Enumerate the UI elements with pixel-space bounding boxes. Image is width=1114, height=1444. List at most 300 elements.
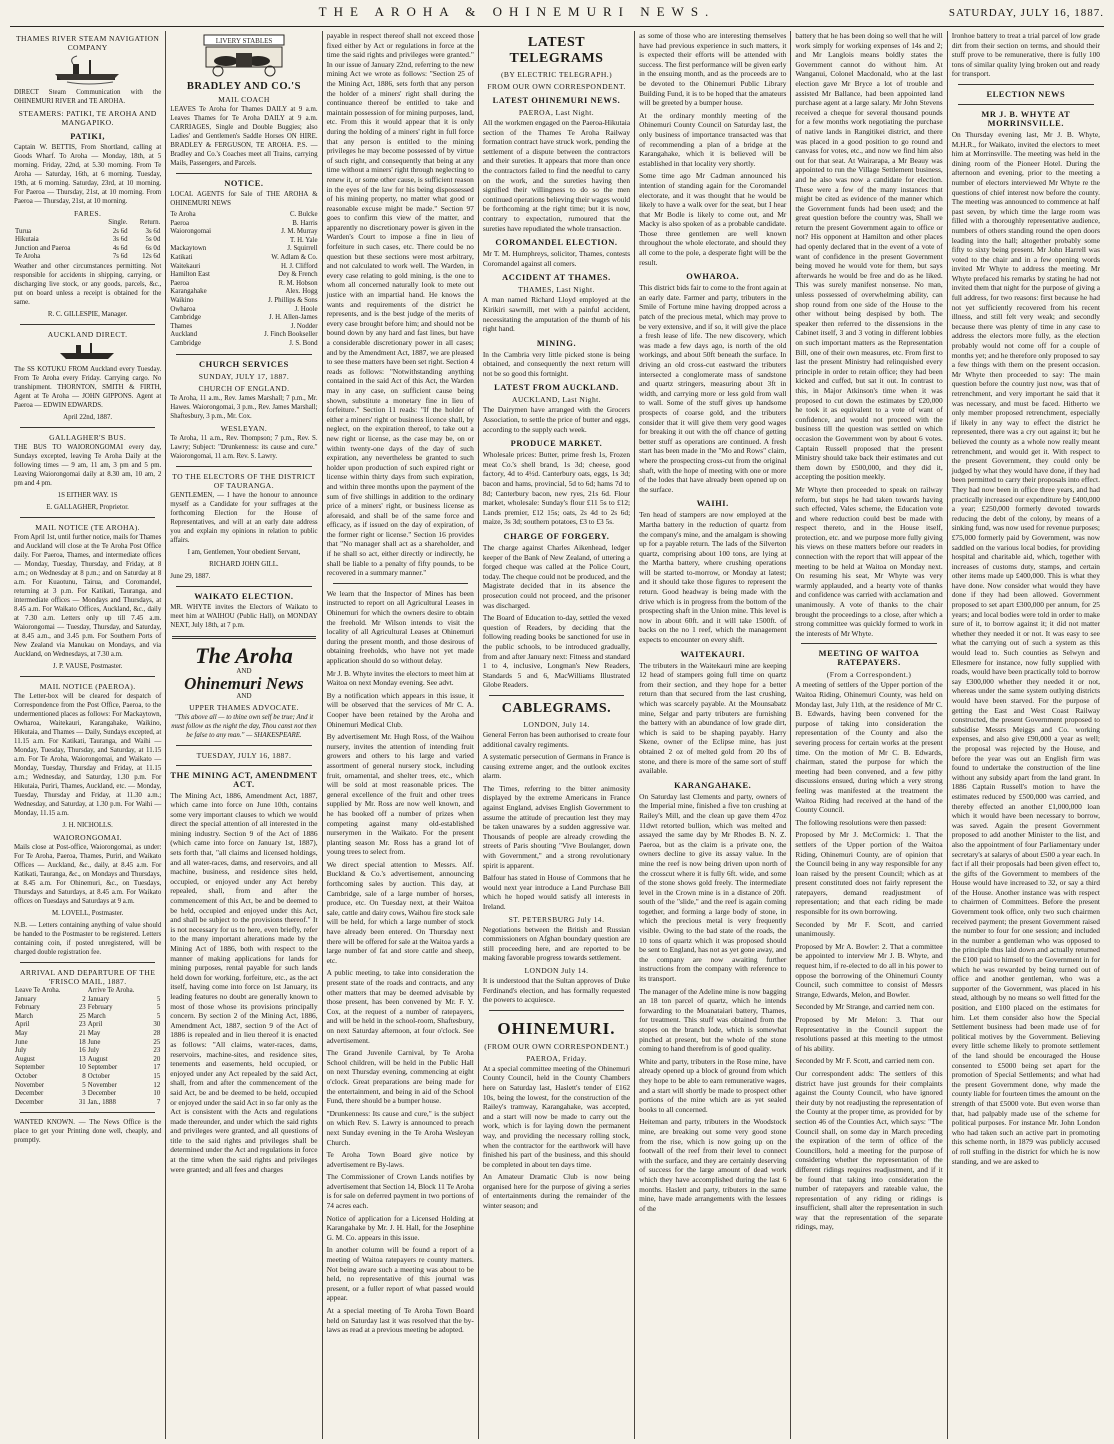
table-row [14, 1004, 161, 1013]
table-cell: Junction and Paeroa [15, 244, 71, 252]
list-item [170, 314, 317, 323]
local-item: Notice of application for a Licensed Holding at Karangahake by Mr. J. H. Hall, for the Josephine G. M. Co. appears in this issue. [326, 1213, 474, 1242]
table-cell: 12 [153, 1081, 161, 1089]
divider [176, 765, 311, 766]
table-cell: 7 [156, 1098, 161, 1106]
table-cell: Paeroa [170, 279, 190, 287]
church-heading: CHURCH SERVICES [198, 359, 289, 369]
table-cell: Te Aroha [15, 253, 41, 261]
table-cell: Paeroa [170, 219, 190, 227]
table-row [14, 236, 161, 245]
table-cell: Return. [139, 219, 161, 226]
agents-list [170, 211, 317, 349]
waitoa-body-4: Seconded by Mr F. Scott, and carried unanimously. [795, 919, 943, 939]
paper-name-ohinemuri: Ohinemuri News [184, 673, 304, 693]
table-cell: 10 [153, 1090, 161, 1098]
bradley-body: LEAVES Te Aroha for Thames DAILY at 9 a.m. Leaves Thames for Te Aroha DAILY at 9 a.m. CARRIAGES, Single and Double Buggies; also Ladies' and Gentlemen's Saddle Horses ON HIRE. BRADLEY & FERGUSON, TE AROHA. P.S. — Bradley and Co.'s Coaches meet all Trains, carrying Mails, Passengers, and Parcels. [170, 106, 318, 167]
bus-heading: GALLAGHER'S BUS. [49, 432, 127, 442]
divider [176, 173, 311, 174]
column-3 [323, 31, 479, 1439]
divider [333, 583, 468, 584]
column-2 [166, 31, 322, 1439]
table-cell: 25 [78, 1012, 86, 1020]
table-cell: C. Bulcke [290, 211, 318, 218]
fares-note: Weather and other circumstances permitting. Not responsible for accidents in shipping, carrying, or discharging live stock, or any goods, parcels, &c., put on board unless a receipt is obtained for the same. [14, 262, 162, 306]
divider [20, 324, 155, 325]
karangahake-body: On Saturday last Clements and party, owners of the Imperial mine, finished a five ton crushing at Railey's Mill, and the clean up gave them 47oz 11dwt retorted bullion, which was melted and assayed the same day by Mr Rhodes B. N. Z. Paeroa, but as the claim is a private one, the owners decline to give its assay value. In the mine the reef is now being driven upon north of the crosscut where it is fully 6ft. wide, and some of the stone shows gold freely. The intermediate level in the Crown mine is in a distance of 20ft. south of the "slide," and the reef is again coming together, and forming a large body of stone, in which the precious metal is very frequently visible. Owing to the bad state of the roads, the 10 tons of quartz which it was proposed should be sent to England, has not as yet gone away, and the company are now awaiting further instructions from the company with reference to its transport. [639, 791, 787, 984]
divider [958, 104, 1094, 105]
table-cell: Te Aroha [170, 211, 196, 218]
waitoa-body-5: Proposed by Mr A. Bowler: 2. That a committee be appointed to interview Mr J. B. Whyte, and request him, if re-elected to do all in his power to oppose the borrowing of the Ohinemuri County Council, such committee to consist of Messrs Strange, Edwards, Melon, and Bowler. [795, 941, 943, 999]
column-6 [791, 31, 947, 1439]
table-row [14, 1047, 161, 1056]
cable-item: Balfour has stated in House of Commons that he would next year introduce a Land Purchase Bill which he hoped would satisfy all interests in Ireland. [482, 873, 631, 911]
mail-aroha-sign: J. P. VAUSE, Postmaster. [52, 662, 123, 670]
waiorongomai-heading: WAIORONGOMAI. [53, 832, 122, 842]
education-body: The Board of Education to-day, settled the vexed question of Readers, by deciding that the following reading books be sanctioned for use in the public schools, to be introduced gradually, from and after January next: Fitness and standard 1 to 4, inclusive, Longman's New Readers, Standards 5 and 6, MacWilliams Illustrated Globe Readers. [482, 613, 631, 690]
local-item: The Commissioner of Crown Lands notifies by advertisement that Section 14, Block 11 Te Aroha is for sale on deferred payment in two portions of 74 acres each. [326, 1172, 474, 1211]
table-cell: September [87, 1064, 118, 1072]
dateline: THAMES, Last Night. [518, 285, 595, 295]
divider [20, 1112, 155, 1113]
column-5 [635, 31, 791, 1439]
table-row [14, 1099, 161, 1108]
table-cell: 5 [156, 1004, 161, 1012]
ohinemuri-continued: as some of those who are interesting themselves have had previous experience in such matters, it is expected their efforts will be attended with success. The first performance will be given early in the ensuing month, and as the proceeds are to be devoted to the Ohinemuri Public Library Building Fund, it is to be hoped that the amateurs will be greeted by a bumper house. [639, 31, 787, 108]
table-cell: July [87, 1047, 100, 1055]
table-cell: 31 [78, 1098, 86, 1106]
nb-body: N.B. — Letters containing anything of value should be handed to the Postmaster to be registered. Letters containing coin, if posted unregistered, will be charged double registration fee. [14, 921, 162, 956]
list-item [170, 280, 317, 289]
owharoa-heading: OWHAROA. [686, 272, 740, 282]
table-cell: 20 [153, 1055, 161, 1063]
table-cell: October [15, 1072, 38, 1080]
table-cell: W. Adlam & Co. [271, 253, 318, 261]
table-cell: 3s 6d [112, 236, 128, 244]
table-cell: J. Phillips & Sons [268, 296, 318, 304]
table-cell: J. M. Murray [281, 228, 318, 236]
table-cell: May [15, 1029, 28, 1037]
table-cell: 28 [153, 1029, 161, 1037]
table-cell: Mackaytown [170, 245, 207, 253]
table-cell: 5 [82, 1081, 86, 1089]
table-cell: Hamilton East [170, 271, 210, 279]
telegrams-sub-2: FROM OUR OWN CORRESPONDENT. [487, 82, 626, 91]
dateline: PAEROA, Last Night. [518, 108, 595, 117]
dateline: LONDON, July 14. [523, 719, 590, 729]
dateline: ST. PETERSBURG July 14. [508, 914, 605, 924]
paper-motto: "This above all — to thine own self be true; And it must follow as the night the day, Thou canst not then be false to any man." — SHAKESPEARE. [171, 713, 317, 739]
mining-act-body: The Mining Act, 1886, Amendment Act, 1887, which came into force on June 10th, contains some very important clauses to which we would direct the special attention of all interested in the mining industry. Section 9 of the Act of 1886 (which came into force on January 1st, 1887), sets forth that, "all claims and licensed holdings, and all water-races, dams, and reservoirs, and all machine, business, and residence sites held, occupied, or enjoyed under any Act hereby repealed, shall, from and after the commencement of this Act, be and be deemed to be held, occupied and enjoyed under this Act, and shall be subject to the provisions thereof." It is not necessary for us to here, even briefly, refer to the many important alterations made by the Mining Act of 1886, both with respect to the manner of making applications for lands for mining purposes, rental payable for such lands held down for working, forfeiture, etc., as the act itself, having come into force on 1st January, its leading features no doubt are generally known to most of those whose its provisions principally concern. By section 2 of the Mining Act, 1886, Amendment Act, 1887, section 9 of the Act of 1886 is repealed and in lieu thereof it is enacted as follows: "All claims, water-races, dams, reservoirs, machine-sites, and residence sites, tenements and easements, held occupied, or enjoyed under any Act repealed by the said Act, shall, from and after the commencement of the said Act, be and be deemed to be held, occupied or enjoyed under the said Act in so far only as the Act is consistent with the Acts and regulations made thereunder, and under which the said rights and privileges were granted, and all questions of title to the said rights and privileges shall be determined under the Act and regulations in force at the time when the said rights and privileges were granted; and all fees and charges [170, 790, 318, 1174]
table-row [14, 1030, 161, 1039]
auckland-heading: LATEST FROM AUCKLAND. [494, 383, 619, 393]
table-cell: November [15, 1081, 45, 1089]
forgery-heading: CHARGE OF FORGERY. [503, 532, 610, 541]
table-row [14, 996, 161, 1005]
local-item: By a notification which appears in this issue, it will be observed that the services of Mr C. A. Cooper have been retained by the Aroha and Ohinemuri Medical Club. [326, 690, 474, 729]
local-item: By advertisement Mr. Hugh Ross, of the Waihou nursery, invites the attention of intending fruit growers and others to his large and varied assortment of general nursery stock, including fruit, ornamental, and shelter trees, etc., which will be sold at most reasonable prices. The general excellence of the fruit and other trees supplied by Mr. Ross are now well known, and he has booked off a number of prizes when competing against many old-established nurserymen in the Waikato. For the present planting season Mr. Ross has a grand lot of young trees to select from. [326, 732, 474, 857]
table-row [14, 1021, 161, 1030]
mail-aroha-heading: MAIL NOTICE (TE AROHA). [35, 522, 140, 532]
election-news-heading: ELECTION NEWS [986, 89, 1066, 99]
table-row [14, 1090, 161, 1099]
table-cell: August [87, 1055, 108, 1063]
list-item [170, 306, 317, 315]
local-item: We learn that the Inspector of Mines has been instructed to report on all Agricultural Leases in Ohinemuri for which the owners desire to obtain the freehold. Mr Wilson intends to visit the locality of all Agricultural Leases at Ohinemuri during the present month, and those desirous of obtaining freeholds, who have not yet made application should do so without delay. [326, 588, 474, 665]
table-cell: Single. [108, 219, 128, 226]
table-cell: December [15, 1090, 44, 1098]
svg-text:LIVERY STABLES: LIVERY STABLES [215, 37, 273, 45]
table-cell: 25 [153, 1038, 161, 1046]
electors-heading: TO THE ELECTORS OF THE DISTRICT OF TAURANGA. [172, 471, 316, 490]
steam-nav-body: DIRECT Steam Communication with the OHINEMURI RIVER and TE AROHA. [14, 89, 162, 105]
steamers-heading: STEAMERS: PATIKI, TE AROHA AND MANGAPIKO. [18, 109, 157, 127]
table-row [14, 1039, 161, 1048]
column-1 [10, 31, 166, 1439]
page-masthead [10, 4, 1104, 27]
table-cell: R. M. Hobson [278, 279, 318, 287]
ohinemuri-body-2: An Amateur Dramatic Club is now being organised here for the purpose of giving a series of entertainments during the remainder of the winter season; and [482, 1172, 631, 1211]
produce-body: Wholesale prices: Butter, prime fresh 1s, Frozen meat Co.'s shell brand, 1s 3d; cheese, good factory, 4d to 4½d. Canterbury oats, eggs, 1s 3d; bacon and hams, provincial, 5d to 6d; hams 7d to 8d; Canterbury bacon, new ryes, 21s 6d. Flour market, wholesale: Sunday's flour £11 5s to £12; Lands premier, £12 15s; oats, 2s 4d to 2s 6d; maize, 3s 3d; southern potatoes, £3 to £3 5s. [482, 450, 631, 527]
coromandel-heading: COROMANDEL ELECTION. [495, 238, 618, 248]
cable-item: It is understood that the Sultan approves of Duke Ferdinand's election, and has formally requested the powers to acquiesce. [482, 975, 631, 1005]
ohinemuri-body: At a special committee meeting of the Ohinemuri County Council, held in the County Chambers here on Saturday last, Haslett's tender of £162 10s, being the lowest, for the construction of the Railey's tramway, Karangahake, was accepted, and a start will now be made to carry out the work, which is for laying down the permanent way, and providing the necessary rolling stock, when the contractor for the earthwork will have finished his part of the business, and this should be completed in about ten days time. [482, 1063, 631, 1169]
table-cell: 23 [78, 1004, 86, 1012]
karangahake-body-4: Heiteman and party, tributers in the Woodstock mine, are breaking out some very good stone from the rise, which is now going up on the footwall of the reef from their level to connect with the surface, and they are certainly deserving of success for the large amount of dead work which they have accomplished during the last 6 months. Haslett and party, tributers in the same mine, have made arrangements with the lessees of the [639, 1117, 787, 1213]
table-cell: Auckland [170, 331, 198, 339]
table-cell: 6s 0d [145, 244, 161, 252]
whyte-speech-continued: battery that he has been doing so well that he will work simply for working expenses of 14s and 2; and Mr Langlois means boldly states the Government cannot do without him. At Wanganui, Colonel Macdonald, who at the last election gave Mr Bryce a lot of trouble and assisted Mr Ballance, had been appointed land purchase agent at a large salary. Mr John Stevens received a cheque for several thousand pounds for a few months work negotiating the purchase of native lands in Rangitikei district, and there was placed in a good position to go round and canvass for votes, etc., and now we find him also out for that seat. At Wairarapa, a Mr Beauy was appointed to run the Village Settlement business, and he also was now a candidate for election. These were a few of the many instances that might be cited as evidence of the manner which the Government funds had been used; and the great question before the country was, Shall we return the present Government again to office or not? His opponent at Hamilton and other places had openly declared that in the event of a vote of want of confidence in the present Government being moved he would vote for them, but says afterwards he would be free and do as he liked. This was surely manifest nonsense. No man, unless possessed of overwhelming ability, can shop round from one side of the House to the other without being despised by both. The speaker then referred to the dissensions in the Cabinet itself, 3 and 3 voting in different lobbies on such important matters as the Representation Bill, one of their own measures, etc. From first to last the present Ministry had relinquished every principle in order to retain office; they had been kicked and cuffed, but sat it out. In contrast to this, in Major Atkinson's time when it was proposed to cut down the estimates by £20,000 he took it as equivalent to a vote of want of confidence, and would not proceed with the business till the question was settled on which occasion the Government won by about 6 votes. Captain Russell proposed that the present Ministry should take back their estimates and cut them down by £500,000, and they did it, accepting the position meekly. [795, 31, 943, 482]
waitoa-meeting-heading: MEETING OF WAITOA RATEPAYERS. [818, 649, 920, 668]
steam-nav-heading: THAMES RIVER STEAM NAVIGATION COMPANY [15, 34, 160, 52]
table-cell: February [15, 1004, 40, 1012]
table-cell: April [87, 1021, 103, 1029]
cablegrams-heading: CABLEGRAMS. [501, 700, 612, 716]
frisco-header-row [14, 987, 161, 996]
waitekauri-body: The tributers in the Waitekauri mine are keeping 12 head of stampers going full time on quartz from their section, and they hope for a better return than that secured from the last crushing, which was scarcely payable. At the Mounsabatz mine, Selgar and party tributers are furnishing the battery with an abundance of low grade dirt, which is said to be shaping payably. Harry Skene, owner of the Eclipse mine, has just obtained 2 oz of melted gold from 20 lbs of stone, and there is more of the same sort of stuff available. [639, 660, 787, 776]
divider [172, 636, 315, 639]
table-cell: January [87, 995, 110, 1003]
list-item [170, 323, 317, 332]
table-cell: 3 [82, 1090, 86, 1098]
wesleyan-body: Te Aroha, 11 a.m., Rev. Thompson; 7 p.m., Rev. S. Lawry; Subject: "Drunkenness: its cause and cure." Waiorongomai, 11 a.m. Rev. S. Lawry. [170, 434, 318, 460]
mining-body: In the Cambria very little picked stone is being obtained, and consequently the next return will not be so good this fortnight. [482, 349, 631, 378]
waitoa-body-6: Seconded by Mr Strange, and carried nem con. [795, 1002, 935, 1012]
table-cell: Turua [15, 227, 32, 235]
table-row [14, 1056, 161, 1065]
divider [958, 84, 1094, 85]
table-cell [170, 237, 290, 246]
table-cell: Dey & French [278, 271, 318, 279]
waikato-election-heading: WAIKATO ELECTION. [194, 591, 294, 601]
local-item: We direct special attention to Messrs. Alf. Buckland & Co.'s advertisement, announcing forthcoming sales by auction. This day, at Cambridge, sale of a large number of horses, produce, etc. On Tuesday next, at their Waitoa sale, cattle and dairy cows, Waihou fire stock sale will be held, for which a large number of stock have already been entered. On Thursday next there will be offered for sale at the Waitoa yards a large number of fat and store cattle and sheep, etc. [326, 859, 474, 965]
auckland-body: The Dairymen have arranged with the Grocers Association, to settle the price of butter and eggs, according to the supply each week. [482, 405, 631, 434]
wanted-known: WANTED KNOWN. — The News Office is the place to get your Printing done well, cheaply, and promptly. [14, 1119, 162, 1145]
kotuku-body: The SS KOTUKU FROM Auckland every Tuesday. From Te Aroha every Friday. Carrying cargo. No transhipment. THORNTON, SMITH & FIRTH, Agent at Te Aroha — JOHN GIPPONS. Agent at Paeroa — EDWIN EDWARDS. [14, 365, 162, 409]
table-cell: 5 [156, 995, 161, 1003]
bus-fare: 1S EITHER WAY. 1S [57, 491, 118, 499]
table-cell: 2s 6d [112, 227, 128, 235]
table-cell: Karangahake [170, 288, 207, 296]
fares-heading: FARES. [73, 209, 102, 218]
kotuku-steamer-illustration [58, 341, 118, 363]
whyte-morrinsville-heading: MR J. B. WHYTE AT MORRINSVILLE. [981, 109, 1071, 128]
list-item [170, 263, 317, 272]
local-item: In another column will be found a report of a meeting of Waitoa ratepayers re county matters. Not being aware such a meeting was about to be held, no representative of this journal was present, or a fuller report of what passed would appear. [326, 1245, 474, 1303]
church-england-heading: CHURCH OF ENGLAND. [198, 383, 290, 393]
editorial-continued: payable in respect thereof shall not exceed those fixed either by Act or regulations in force at the time the said rights and privileges were granted." In our issue of January 22nd, referring to the new mining Act we wrote as follows: "Section 25 of the Mining Act, 1886, sets forth that any person the holder of a miners' right shall during the continuance thereof be entitled to take and maintain possession of for mining purposes, land, etc. From this it would appear that it is only during the holding of a miners' right in full force that any person is entitled to the mining privileges he may become possessed of by virtue of such right, and consequently that being at any time without a miners' right through neglecting to renew it, or some other cause, is sufficient reason in the eyes of the law for his being dispossessed of his mining property, no matter what good or reasonable excuse might be made." Section 97 goes to confirm this view of the matter, and apparently no discretionary power is given in the Warden's Court to impose a fine in lieu of forfeiture in such cases, etc. There could be no question but these sections were most arbitrary, and not calculated to work well. The Warden, in every case relating to gold mining, is the one to whom all concerned naturally look to mete out justice with an impartial hand. He knows the wants and requirements of the district he represents, and is the best judge of the merits of every case brought before him; and should not be bound down by any hard and fast lines, but have a considerable discretionary power in all cases; and by the Amendment Act, 1887, we are pleased to see these matters have been set right. Section 4 reads as follows: "Notwithstanding anything contained in the said Act of this Act, the Warden may in any case, on sufficient cause being shown, substitute a monetary fine in lieu of forfeiture." Section 11 reads: "If the holder of either a miners' right or business licence shall, by neglect, on the expiration thereof, to take out a new right or license, as the case may be, on or within twenty-one days of the day of such expiration, any nevertheless be granted to such holder upon production of such expired right or license within thirty days from such expiration, and within three months upon the payment of the sum of five shillings in addition to the ordinary price of a miners' right, or business license as aforesaid, and shall be of the same force and efficacy, as if issued on the day of expiration, of the former right or license." Section 16 provides that "No manager shall act as a shareholder, and if he shall so act, either directly or indirectly, he shall be liable to a penalty of fifty pounds, to be recovered in a summary manner." [326, 31, 474, 578]
patiki-body: Captain W. BETTIS, From Shortland, calling at Goods Wharf. To Aroha — Monday, 18th, at 5 morning. Friday, 22nd, at 5.30 morning. From Te Aroha — Saturday, 16th, at 6 morning. Tuesday, 19th, at 6 morning. Saturday, 23rd, at 10 morning. For Paeroa — Thursday, 21st, at 10 morning. From Paeroa — Thursday, 21st, at 10 morning. [14, 144, 162, 205]
frisco-table [14, 987, 161, 1107]
table-cell: April [15, 1021, 30, 1029]
table-cell: 10 [78, 1064, 86, 1072]
paper-name-aroha: The Aroha [195, 642, 293, 668]
church-date: SUNDAY, JULY 17, 1887. [198, 371, 290, 381]
steam-manager: R. C. GILLESPIE, Manager. [47, 310, 128, 318]
divider [176, 586, 311, 587]
table-row [14, 1064, 161, 1073]
mail-paeroa-body: The Letter-box will be cleared for despatch of Correspondence from the Post Office, Paeroa, to the undermentioned places as follows: For Mackaytown, Owharoa, Waitekauri, Karangahake, Waikino, Hikutaia, and Thames — Daily, Sundays excepted, at 11.15 a.m. For Katikati, Tauranga, and Waihi — Monday, Tuesday, Thursday, and Saturday, at 11.15 a.m. For Te Aroha, Waiorongomai, and Waikato — Monday, Tuesday, Thursday and Friday, at 11.15 a.m.; Wednesday, and Saturday, 1.30 p.m. For Hikutaia, Puriri, Thames, Auckland, etc. — Monday, Tuesday, Thursday and Friday, at 11.30 a.m.; Wednesday, and Saturday, at 1.30 p.m. For Waihi — Monday, 11.15 a.m. [14, 692, 162, 817]
paper-and-2: AND [236, 691, 252, 700]
bus-body: THE BUS TO WAIORONGOMAI every day, Sundays excepted, leaving Te Aroha Daily at the following times — 9 am, 11 am, 3 pm and 5 pm. Leaving Waiorongomai daily at 8.30 am, 10 am, 2 pm and 4 pm. [14, 443, 162, 487]
table-cell: March [15, 1012, 33, 1020]
coromandel-item: Some time ago Mr Cadman announced his intention of standing again for the Coromandel electorate, and it was thought that he would be likely to have a walk over for the seat, but I hear that Mr Bodle is likely to come out, and Mr Macky is also spoken of as a probable candidate. Those three gentlemen are well known throughout the whole electorate, and should they all come to the pole, a desperate fight will be the result. [639, 171, 787, 267]
table-cell: Jan., 1888 [87, 1098, 116, 1106]
produce-heading: PRODUCE MARKET. [510, 439, 603, 449]
table-cell: July [15, 1047, 27, 1055]
table-cell: 16 [78, 1047, 86, 1055]
local-item: At a special meeting of Te Aroha Town Board held on Saturday last it was resolved that the by-laws as read at a previous meeting be adopted. [326, 1306, 474, 1335]
divider [489, 1010, 624, 1011]
table-cell: 23 [78, 1021, 86, 1029]
church-england-body: Te Aroha, 11 a.m., Rev. James Marshall; 7 p.m., Mr. Hawes. Waiorongomai, 3 p.m., Rev. James Marshall; Shaftesbury, 3 p.m., Mr. Cox. [170, 394, 318, 420]
list-item [170, 211, 317, 220]
paper-subtitle: UPPER THAMES ADVOCATE. [189, 702, 299, 712]
list-item [170, 288, 317, 297]
livery-stable-illustration [196, 33, 292, 77]
waitoa-body-9: Our correspondent adds: The settlers of this district have just grounds for their complaints against the County Council, who have ignored their duty by not readjusting the representation of the County at the proper time, as provided for by section 46 of the Counties Act, which says: "The Council shall, on some day in March preceding the expiration of the term of office of the Councillors, hold a meeting for the purpose of considering whether the representation of the different ridings requires readjustment, and if it be found that taking into consideration the number of ratepayers and rateable value, the representation of any riding or ridings is insufficient, shall alter the representation in such way that the representation of the separate ridings, may, [795, 1068, 943, 1232]
paper-and: AND [236, 666, 252, 675]
waiorongomai-sign: M. LOVELL, Postmaster. [51, 909, 124, 917]
coromandel-body: Mr T. M. Humphreys, solicitor, Thames, contests Coromandel against all comers. [482, 249, 631, 268]
list-item [170, 271, 317, 280]
cable-item: A systematic persecution of Germans in France is causing extreme anger, and the outlook excites alarm. [482, 752, 631, 781]
council-item: At the ordinary monthly meeting of the Ohinemuri County Council on Saturday last, the only business of importance transacted was that of recommending a plan of a bridge at the Karangahake, which it is believed will be established in that locality very shortly. [639, 110, 787, 168]
cable-item: Negotiations between the British and Russian commissioners on Afghan boundary question are still proceeding here, and are reported to be making favorable progress towards settlement. [482, 924, 631, 963]
waitoa-meeting-sub: (From a Correspondent.) [826, 670, 912, 680]
editorial-date: TUESDAY, JULY 16, 1887. [196, 750, 292, 760]
local-item: Te Aroha Town Board give notice by advertisement re By-laws. [326, 1150, 474, 1169]
running-title: THE AROHA & OHINEMURI NEWS. [318, 4, 716, 19]
whyte-morrinsville-body: On Thursday evening last, Mr J. B. Whyte, M.H.R., for Waikato, invited the electors to meet him at Morrinsville. The meeting was held in the dining room of the Pioneer Hotel. During the afternoon and evening, prior to the meeting a number of electors interviewed Mr Whyte re the questions of chief interest now before the county. The meeting was announced to commence at half past seven, by which time the large room was filled with a thoroughly representative audience, numbers of others standing round the open doors leading into the hall; altogether probably some fifty to sixty being present. Mr John Harrell was voted to the chair and in a few opening words invited Mr Whyte to address the meeting. Mr Whyte prefaced his remarks by stating he had not invited them that night for the purpose of giving a full address, for two reasons: first because he had not yet sufficiently recovered from his recent illness, and still felt very weak; and secondly because there was plenty of time in any case to address the electors more fully, as the election probably would not come off for a couple of months yet; and he therefore only proposed to say a few things with them on the present occasion. Mr Whyte then proceeded to say: The main question before the country just now, was that of retrenchment, and very important he said that it was necessary, and must be faced. Hitherto we only member proposed retrenchment, especially if likely in any way to effect the district he represented, there was a cry out against it; but he believed the county as a whole now really meant retrenchment, and would get it. With respect to the present Government, they could only be judged by what they would have done, if they had been permitted to carry their proposals into effect. They had now been in office three years, and had practically increased our expenditure by £400,000 a year; £250,000 formerly devoted towards reducing the debt of the colony, by means of a sinking fund, was now used for revenue purposes; £75,000 formerly paid by Government, was now saddled on the various local bodies, for providing hospital and charitable aid, which, together with increases of customs duty, stamps, and certain other items made up £400,000. This is what they have done. Now consider what would they have done if they had been allowed. Government proposed to set apart £300,000 per annum, for 25 years; and local bodies were told in order to make sure of it, to borrow against it; it did not matter whether they needed it or not. It was easy to see what the carrying out of such a system as this would lead to. Such counties as Selwyn and Ellesmere for instance, now fully supplied with roads, would have been practically told to borrow say £300,000 whether they needed it or not, whereas under the same system outlying districts would have been starved. For the purpose of getting the East and West Coast Railway constructed, the present Government proposed to subsidise Messrs Meiggs and Co. working expenses, and also give £90,000 a year as well; the proposal was rejected by the House, and before the year was out an English firm was found to undertake the construction of the line without any subsidy apart from the land grant. In 1886 Captain Russell's motion to have the estimates reduced by £500,000 was carried, and thereby effected an another £1,000,000 loan which it would have been necessary to borrow, was saved. Again the present Government proposed to add another Minister to the list, and also the appointment of four Parliamentary under secretary's at salarys of about £500 a year each. In fact if all their proposals had been given effect to, the gifts of the Government to members of the House would have increased to 32, or say a third of the House. Another instance was with respect to chairmen of Committees. Before the present Government took office, only two such chairmen received payment; the present Government raised the number to four for one session; and included in the number a gentleman who was opposed to the principle thus laid down and actually returned the £100 paid to himself to the Government in for which he was rewarded by being turned out of office and another gentleman, who was a supporter of the Government, was placed in his stead, although by no means so well fitted for the position, and £100 placed on the estimates for him. Let them consider also how the Special Settlement business had been made use of for political motives by the Government. Believing every little scheme likely to promote settlement of the land should be encouraged the House consented to £5000 being set apart for the promotion of Special Settlements; and what had the present Government done, why made the county liable for fourteen times the amount on the strength of that £5000 vote. But even worse than that, had palpably made use of the scheme for political purposes. For instance Mr. John London who had taken such an active part in promoting this scheme north, in 1879 was publicly accused of roll stuffing in the district for which he is now standing, and we are asked to [951, 129, 1100, 1166]
auckland-direct-heading: AUCKLAND DIRECT. [47, 329, 128, 339]
table-cell: 2 [82, 995, 86, 1003]
list-item [170, 220, 317, 229]
table-cell: February [87, 1004, 113, 1012]
issue-date: SATURDAY, JULY 16, 1887. [948, 7, 1104, 19]
dateline: LONDON July 14. [524, 965, 589, 975]
karangahake-continued: Ironhoe battery to treat a trial parcel of low grade dirt from their section on terms, and should their stuff prove to be remunerative, there is fully 100 tons of similar quality lying broken out and ready for transport. [951, 31, 1100, 79]
list-item [170, 245, 317, 254]
table-cell: Waiorongomai [170, 228, 212, 236]
table-cell: J. Nodder [290, 322, 318, 330]
local-item: A public meeting, to take into consideration the present state of the roads and contracts, and any other matters that may be deemed advisable by those present, has been convened by Mr. F. Y. Cox, at the request of a number of ratepayers, and will be held in the school-room, Shaftesbury, on next Saturday afternoon, at four o'clock. See advertisement. [326, 968, 474, 1045]
table-cell: 30 [153, 1021, 161, 1029]
table-cell: March [87, 1012, 106, 1020]
ohinemuri-heading: OHINEMURI. [497, 1018, 616, 1038]
table-cell: May [87, 1029, 101, 1037]
table-cell: June [87, 1038, 101, 1046]
mining-act-heading: THE MINING ACT, AMENDMENT ACT. [170, 770, 318, 789]
table-cell: Thames [170, 322, 193, 330]
table-cell: Hikutaia [15, 236, 39, 244]
bradley-heading: BRADLEY AND CO.'S [186, 81, 301, 92]
table-cell: January [15, 995, 37, 1003]
mining-heading: MINING. [536, 338, 577, 348]
bus-proprietor: E. GALLAGHER, Proprietor. [46, 503, 129, 511]
table-cell: Katikati [170, 253, 193, 261]
table-cell: Cambridge [170, 314, 201, 322]
ohinemuri-news-heading: LATEST OHINEMURI NEWS. [492, 96, 621, 105]
karangahake-heading: KARANGAHAKE. [674, 780, 752, 790]
telegrams-sub: (BY ELECTRIC TELEGRAPH.) [500, 70, 613, 79]
electors-sign: RICHARD JOHN GILL. [209, 560, 279, 568]
bradley-subheading: MAIL COACH [218, 95, 270, 104]
ohinemuri-news-body: All the workmen engaged on the Paeroa-Hikutaia section of the Thames Te Aroha Railway formation contract have struck work, pending the settlement of a dispute between the contractors and their sureties. It appears that more than once the contractors failed to find the needful to carry on the work, and the sureties having then signified their willingness to do so the men continued operations believing their wages would be forthcoming at the right time; but it is now, contrary to expectation, rumoured that the sureties have repudiated the whole transaction. [482, 118, 631, 233]
table-cell: B. Harris [292, 219, 318, 227]
table-cell: 12s 6d [142, 253, 161, 261]
table-cell: 7s 6d [112, 253, 128, 261]
divider [489, 695, 624, 696]
table-cell: 15 [153, 1072, 161, 1080]
local-item: The Grand Juvenile Carnival, by Te Aroha School children, will be held in the Public Hall on next Thursday evening, commencing at eight o'clock. Great preparations are being made for the entertainment, and being in aid of the School Fund, there should be a bumper house. [326, 1048, 474, 1106]
table-cell: Alex. Hogg [285, 288, 318, 296]
table-cell: 3s 6d [145, 227, 161, 235]
divider [20, 676, 155, 677]
table-row [14, 1013, 161, 1022]
table-cell: 4s 6d [112, 244, 128, 252]
table-row [14, 1082, 161, 1091]
table-row [14, 1073, 161, 1082]
table-cell: 17 [153, 1064, 161, 1072]
waitekauri-heading: WAITEKAURI. [680, 649, 746, 659]
table-cell [14, 219, 98, 228]
fares-header-row [14, 219, 161, 228]
table-cell: December [15, 1098, 44, 1106]
list-item [170, 331, 317, 340]
whyte-speech-close: Mr Whyte then proceeded to speak on railway reform, but steps he had taken towards having such effected, Vales scheme, the Education vote and where reduction could best be made with respect thereto, and in the House itself, protection, etc. and we purpose more fully giving his views on these matters before our readers in connection with the report that will appear of the meeting to be held at Waitoa on Monday next. On resuming his seat, Mr Whyte was very warmly applauded, and a hearty vote of thanks and confidence was carried with acclamation and unanimously. A vote of thanks to the chair brought the proceedings to a close, after which a strong committee was quickly formed to work in the interests of Mr Whyte. [795, 484, 943, 638]
waitoa-body: A meeting of settlers of the Upper portion of the Waitoa Riding, Ohinemuri County, was held on Monday last, July 11th, at the residence of Mr C. B. Edwards, having been convened for the purpose of taking into consideration the representation of the County and also the severing process for certain works at the present time. On the motion of Mr C. B. Edwards, chairman, stated the purpose for which the meeting had been convened, and a few pithy discussions ensued, during which a very strong feeling was manifested at the treatment the Waitoa Riding had received at the hand of the County Council. [795, 680, 943, 815]
mail-aroha-body: From April 1st, until further notice, mails for Thames and Auckland will close at the Te Aroha Post Office daily. For Paeroa, Thames, and intermediate offices — Monday, Tuesday, Thursday, and Friday, at 8 a.m.; on Wednesday at 8 p.m.; and on Saturday at 8 a.m. For Kuaotunu, Tairua, and Coromandel, returning at 3 p.m. For Katikati, Tauranga, and intermediate offices — Mondays and Thursdays, at 8.45 a.m. For Waikato Offices, Auckland, &c., daily at 7.30 a.m. Letters only up till 7.45 a.m. Waiorongomai — Tuesday, Thursday, and Saturday, at 8.45 a.m., and 3.45 p.m. For Southern Ports of New Zealand via Manukau on Mondays, and via Auckland, on Wednesdays, at 7.30 a.m. [14, 533, 162, 658]
kotuku-date: April 22nd, 1887. [63, 413, 113, 421]
table-cell: T. H. Yale [289, 236, 318, 244]
list-item [170, 297, 317, 306]
column-7 [948, 31, 1104, 1439]
table-cell: September [15, 1064, 45, 1072]
forgery-body: The charge against Charles Aikenhead, ledger keeper of the Bank of New Zealand, of uttering a forged cheque was called at the Police Court, today. The cheque could not be produced, and the Magistrate decided that in its absence the prosecution could not proceed, and the prisoner was discharged. [482, 543, 631, 610]
waiorongomai-body: Mails close at Post-office, Waiorongomai, as under: For Te Aroha, Paeroa, Thames, Puriri, and Waikato Offices — Auckland, &c., daily, at 8.45 a.m. For Katikati, Tauranga, &c., on Mondays and Thursdays, at 8.45 a.m. For Ohinemuri, &c., on Tuesdays, Thursdays and Saturdays, at 8.45 a.m. For Waikato offices on Tuesdays and Saturdays at 9 a.m. [14, 843, 162, 905]
electors-body: GENTLEMEN, — I have the honour to announce myself as a Candidate for your suffrages at the forthcoming Election for the House of Representatives, and will at an early date address you and explain my opinions in relation to public affairs. [170, 491, 318, 544]
dateline: AUCKLAND, Last Night. [511, 395, 601, 405]
divider [20, 427, 155, 428]
waitoa-body-8: Seconded by Mr F. Scott, and carried nem con. [795, 1056, 935, 1066]
table-cell: H. J. Clifford [280, 262, 318, 270]
table-cell: J. H. Allen-James [268, 314, 318, 322]
table-cell: 5s 0d [145, 236, 161, 244]
karangahake-body-3: White and party, tributers in the Rose mine, have already opened up a block of ground from which they hope to be able to earn remunerative wages, and a start will shortly be made to prospect other portions of the mine which are as yet sealed books to all concerned. [639, 1056, 787, 1114]
cable-item: The Times, referring to the bitter animosity displayed by the extreme Americans in France against England, advises English Government to assume the attitude of precaution lest they may be taken unawares by a sudden aggressive war. Thousands of people are already crowding the streets of Paris shouting "Vive Boulanger, down with Government," and a strong revolutionary spirit is apparent. [482, 783, 631, 870]
local-item: Mr J. B. Whyte invites the electors to meet him at Waitoa on next Monday evening. See advt. [326, 668, 474, 688]
divider [176, 745, 311, 746]
table-cell: Cambridge [170, 339, 201, 347]
mail-paeroa-heading: MAIL NOTICE (PAEROA). [39, 681, 136, 691]
waihi-heading: WAIHI. [696, 499, 729, 509]
fares-table [14, 219, 161, 262]
table-cell: 18 [78, 1038, 86, 1046]
divider [176, 466, 311, 467]
list-item [170, 340, 317, 349]
table-cell: August [15, 1055, 35, 1063]
table-cell: J. Squirrell [287, 245, 318, 253]
karangahake-body-2: The manager of the Adeline mine is now bagging an 18 ton parcel of quartz, which he intends forwarding to the Moanataiari battery, Thames, for treatment. This stuff was obtained from the stopes on the branch lode, which is somewhat pinched at present, but the whole of the stone coming to hand therefrom is of good quality. [639, 986, 787, 1054]
column-4 [479, 31, 635, 1439]
table-cell: Waikino [170, 296, 194, 304]
thames-accident-heading: ACCIDENT AT THAMES. [502, 273, 611, 283]
waitoa-body-3: Proposed by Mr J. McCormick: 1. That the settlers of the Upper portion of the Waitoa Riding, Ohinemuri County, are of opinion that the Council being in any way responsible for any loan raised by the present Council; which as at present constituted does not fairly represent the ratepayers, demand readjustment of representation; and that each riding be made responsible for its own borrowing. [795, 830, 943, 917]
divider [20, 517, 155, 518]
mail-paeroa-sign: J. H. NICHOLLS. [62, 821, 113, 829]
divider [801, 643, 936, 644]
list-item [170, 228, 317, 237]
notice-body: LOCAL AGENTS for Sale of THE AROHA & OHINEMURI NEWS [170, 191, 318, 207]
cable-item: General Ferron has been authorised to create four additional cavalry regiments. [482, 729, 631, 749]
steamer-illustration [53, 54, 123, 86]
table-cell: June [15, 1038, 28, 1046]
patiki-heading: PATIKI, [70, 132, 106, 141]
table-cell: 23 [153, 1047, 161, 1055]
table-cell: 8 [82, 1072, 86, 1080]
wesleyan-heading: WESLEYAN. [220, 423, 268, 433]
table-cell: 13 [78, 1055, 86, 1063]
waihi-body: Ten head of stampers are now employed at the Martha battery in the reduction of quartz from the company's mine, and the amalgam is showing up for a payable return. The lads of the Silverton quartz, comprising about 100 tons, are lying at the Martha battery, where crushing operations will be started to-morrow, or Monday at latest; and it should take those figures to represent the return. Good headway is being made with the drive which is in progress from the bottom of the prospecting shaft in the Union mine. This level is now in about 60ft. and it will take 1500ft. of backs on the no 1 reef, which the management expects to encounter on every shift. [639, 510, 787, 645]
waikato-election-body: MR. WHYTE invites the Electors of Waikato to meet him at WAIHOU (Public Hall), on MONDAY NEXT, July 18th, at 7 p.m. [170, 603, 318, 629]
waitoa-body-2: The following resolutions were then passed: [795, 817, 927, 827]
thames-accident-body: A man named Richard Lloyd employed at the Kirikiri sawmill, met with a painful accident, necessitating the amputation of the thumb of his right hand. [482, 295, 631, 334]
local-item: "Drunkenness: Its cause and cure," is the subject on which Rev. S. Lawry is announced to preach next Sunday evening in the Te Aroha Wesleyan Church. [326, 1108, 474, 1147]
table-cell: J. S. Bond [289, 339, 318, 347]
owharoa-body: This district bids fair to come to the front again at an early date. Farmer and party, tributers in the Smile of Fortune mine having dropped across a patch of the precious metal, which may prove to be very extensive, and if so, it will give the place a fresh lease of life. The new discovery, which was made a few days ago, is north of the old workings, and about 50ft beneath the surface. In driving an old cross-cut eastward the tributers intersected a conglomerate mass of sandstone and quartz stringers, measuring about 3ft in width, and carrying more or less gold from wall to wall. Some of the stuff gives up handsome prospects of coarse gold, and the tributers consider that it will give them very good wages for breaking it out with the off chance of getting better stuff as operations are continued. A fresh start has been made in the "Mo and Rows" claim, where the prospecting cross-cut from the original shaft, with the hope of meeting with one or more of the lodes that have already been opened up on the surface. [639, 283, 787, 494]
table-cell: Arrive Te Aroha. [87, 986, 135, 994]
telegrams-heading: LATEST TELEGRAMS [509, 35, 604, 66]
table-cell: November [87, 1081, 117, 1089]
frisco-heading: ARRIVAL AND DEPARTURE OF THE 'FRISCO MAIL, 1887. [20, 967, 156, 986]
ohinemuri-sub: (FROM OUR OWN CORRESPONDENT.) [484, 1041, 629, 1051]
table-row [14, 228, 161, 237]
notice-heading: NOTICE. [224, 179, 264, 188]
divider [176, 354, 311, 355]
table-cell: October [87, 1072, 110, 1080]
electors-date: June 29, 1887. [170, 572, 211, 580]
table-cell: Owharoa [170, 305, 196, 313]
electors-close: I am, Gentlemen, Your obedient Servant, [187, 548, 301, 556]
table-cell: J. Finch Bookseller [264, 331, 318, 339]
list-item [170, 237, 317, 246]
waitoa-body-7: Proposed by Mr Melon: 3. That our Representative in the Council support the resolutions passed at this meeting to the utmost of his ability. [795, 1015, 943, 1053]
table-row [14, 245, 161, 254]
table-cell: Leave Te Aroha. [15, 986, 61, 994]
table-cell: 5 [156, 1012, 161, 1020]
table-row [14, 253, 161, 262]
